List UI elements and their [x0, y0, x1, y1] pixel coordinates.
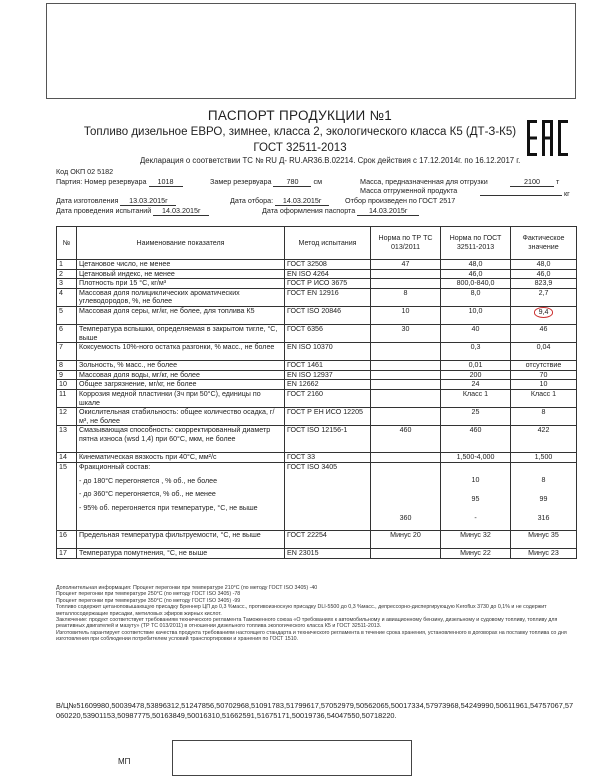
row-norm-tr: [371, 361, 441, 371]
row-fact: 0,04: [511, 343, 577, 361]
row-norm-gost: 48,0: [441, 260, 511, 270]
row-norm-tr: [371, 269, 441, 279]
footnote-1: Дополнительная информация: Процент перегонки при температуре 210°С (по методу ГОСТ ISO 3405) -40: [56, 585, 318, 591]
sample-value: 14.03.2015г: [275, 196, 329, 206]
okp-code: Код ОКП 02 5182: [56, 167, 114, 176]
row-name: Окислительная стабильность: общее количество осадка, г/м³, не более: [77, 408, 285, 426]
row-norm-gost: 25: [441, 408, 511, 426]
footnote-2: Процент перегонки при температуре 250°С (по методу ГОСТ ISO 3405) -78: [56, 591, 241, 598]
row-fact: Минус 23: [511, 548, 577, 558]
table-row: [57, 269, 577, 279]
fraction-tr-value: [373, 492, 438, 511]
row-norm-tr: 460: [371, 426, 441, 453]
row-fact: 422: [511, 426, 577, 453]
table-row: [57, 380, 577, 390]
shipped-line: [480, 195, 562, 196]
level-label: Замер резервуара: [210, 177, 272, 186]
row-norm-tr: 30: [371, 324, 441, 342]
row-norm-gost: 0,01: [441, 361, 511, 371]
row-norm-gost: 0,3: [441, 343, 511, 361]
row-method: ГОСТ Р ИСО 3675: [285, 279, 371, 289]
highlighted-sulfur-value: 9,4: [534, 307, 554, 318]
row-fact: Минус 35: [511, 530, 577, 548]
selection-label: Отбор произведен по ГОСТ 2517: [345, 196, 456, 205]
row-method: ГОСТ ISO 20846: [285, 306, 371, 324]
row-method: EN 12662: [285, 380, 371, 390]
fraction-gost-value: 10: [471, 475, 480, 484]
row-name: Массовая доля воды, мг/кг, не более: [77, 370, 285, 380]
row-norm-gost: Минус 32: [441, 530, 511, 548]
row-name: Зольность, % масс., не более: [77, 361, 285, 371]
table-row: [57, 343, 577, 361]
batch-label: Партия: Номер резервуара: [56, 177, 147, 186]
row-norm-tr: [371, 380, 441, 390]
footnote-5: Заключение: продукт соответствует требованиям технического регламента Таможенного союза «О требованиях к автомобильному и авиационному бензину, дизельному и судовому топливу, топливу для реактивных двигателей и мазуту» (ТР ТС 013/2011) в отношении дизельного топлива экологического класса К5 и ГОСТ 32511-2013.: [56, 617, 558, 630]
row-fact: отсутствие: [511, 361, 577, 371]
row-method: ГОСТ 32508: [285, 260, 371, 270]
row-fact: 48,0: [511, 260, 577, 270]
row-number: 7: [57, 343, 77, 361]
row-number: 16: [57, 530, 77, 548]
row-name: Общее загрязнение, мг/кг, не более: [77, 380, 285, 390]
header-norm-gost: Норма по ГОСТ 32511-2013: [441, 227, 511, 260]
fraction-sub-name: - до 360°С перегоняется, % об., не менее: [79, 490, 216, 499]
footnote-6: Изготовитель гарантирует соответствие качества продукта требованиям настоящего стандарта и технического регламента в течение срока хранения, установленного в договорах на поставку топлива со дня изготовления при соблюдении потребителем условий транспортировки и хранения по ГОСТ 1510.: [56, 629, 567, 643]
fraction-fact-value: 8: [541, 475, 546, 484]
row-method: ГОСТ 2160: [285, 389, 371, 407]
row-fact: 46: [511, 324, 577, 342]
row-method: ГОСТ ISO 12156-1: [285, 426, 371, 453]
top-blank-box: [46, 3, 576, 99]
row-norm-gost: 800,0-840,0: [441, 279, 511, 289]
row-norm-tr: [371, 453, 441, 463]
product-name: Топливо дизельное ЕВРО, зимнее, класса 2, экологического класса К5 (ДТ-З-К5): [83, 126, 517, 138]
row-name: Температура помутнения, °С, не выше: [77, 548, 285, 558]
row-name: Температура вспышки, определяемая в закрытом тигле, °С, выше: [77, 324, 285, 342]
header-name: Наименование показателя: [77, 227, 285, 260]
row-method: ГОСТ 33: [285, 453, 371, 463]
fraction-tr-value: [373, 473, 438, 492]
row-method: ГОСТ ISO 3405: [285, 462, 371, 530]
mass-value: 2100: [510, 177, 554, 187]
row-fact: 8: [511, 408, 577, 426]
row-number: 3: [57, 279, 77, 289]
row-number: 12: [57, 408, 77, 426]
row-method: ГОСТ 22254: [285, 530, 371, 548]
row-norm-gost: 24: [441, 380, 511, 390]
row-name: Цетановое число, не менее: [77, 260, 285, 270]
row-number: 2: [57, 269, 77, 279]
row-norm-gost: Класс 1: [441, 389, 511, 407]
tank-car-codes: В/Ц№51609980,50039478,53896312,51247856,50702968,51091783,51799617,57052979,50562065,50017334,57973968,54249990,50611961,54757067,57060220,53901153,50987775,50163849,50016310,51662591,51675171,50019736,54047550,50718220.: [56, 701, 574, 720]
row-fact: 10: [511, 380, 577, 390]
row-norm-gost: 40: [441, 324, 511, 342]
row-fact: 46,0: [511, 269, 577, 279]
row-norm-tr: [371, 279, 441, 289]
table-row: [57, 260, 577, 270]
row-norm-tr: [371, 343, 441, 361]
row-number: 5: [57, 306, 77, 324]
row-name: Коррозия медной пластинки (3ч при 50°С), единицы по шкале: [77, 389, 285, 407]
made-label: Дата изготовления: [56, 196, 119, 205]
row-norm-gost: 10,0: [441, 306, 511, 324]
fraction-fact-value: 99: [539, 494, 548, 503]
row-method: EN 23015: [285, 548, 371, 558]
fraction-sub-name: - 95% об. перегоняется при температуре, °С, не выше: [79, 503, 258, 512]
row-gost-stack: [441, 462, 511, 530]
row-name: Кинематическая вязкость при 40°С, мм²/с: [77, 453, 285, 463]
mass-label: Масса, предназначенная для отгрузки: [360, 177, 488, 186]
properties-table: [56, 226, 577, 559]
shipped-unit: кг: [564, 189, 570, 198]
table-row: [57, 548, 577, 558]
row-norm-tr: [371, 548, 441, 558]
table-row: [57, 370, 577, 380]
fraction-tr-value: 360: [399, 513, 412, 522]
row-number: 11: [57, 389, 77, 407]
stamp-label: МП: [118, 757, 131, 766]
row-fact: 1,500: [511, 453, 577, 463]
row-name: Плотность при 15 °С, кг/м³: [77, 279, 285, 289]
row-name: Смазывающая способность: скорректированный диаметр пятна износа (wsd 1,4) при 60°С, мкм, не более: [77, 426, 285, 453]
level-value: 780: [273, 177, 311, 187]
row-fact: 70: [511, 370, 577, 380]
passport-value: 14.03.2015г: [357, 206, 419, 216]
fraction-gost-value: -: [474, 513, 477, 522]
row-number: 6: [57, 324, 77, 342]
shipped-label: Масса отгруженной продукта: [360, 186, 458, 195]
table-row: [57, 453, 577, 463]
signature-box: [172, 740, 412, 776]
header-fact: Фактическое значение: [511, 227, 577, 260]
gost-standard: ГОСТ 32511-2013: [253, 142, 347, 154]
row-method: ГОСТ EN 12916: [285, 288, 371, 306]
row-fact: 2,7: [511, 288, 577, 306]
row-number: 17: [57, 548, 77, 558]
sample-label: Дата отбора:: [230, 196, 274, 205]
table-row: [57, 279, 577, 289]
row-number: 13: [57, 426, 77, 453]
row-norm-tr: 47: [371, 260, 441, 270]
row-norm-tr: 10: [371, 306, 441, 324]
table-row: [57, 530, 577, 548]
footnotes: [56, 585, 586, 643]
row-norm-gost: 1,500-4,000: [441, 453, 511, 463]
row-method: ГОСТ 6356: [285, 324, 371, 342]
row-name: Массовая доля серы, мг/кг, не более, для топлива К5: [77, 306, 285, 324]
row-norm-tr: Минус 20: [371, 530, 441, 548]
test-value: 14.03.2015г: [153, 206, 209, 216]
row-method: EN ISO 10370: [285, 343, 371, 361]
table-row: [57, 408, 577, 426]
fraction-sub-name: - до 180°С перегоняется , % об., не более: [79, 476, 218, 485]
mass-unit: т: [556, 177, 560, 186]
fraction-title: Фракционный состав:: [79, 462, 151, 471]
header-number: №: [57, 227, 77, 260]
declaration: Декларация о соответствии ТС № RU Д- RU.AR36.B.02214. Срок действия с 17.12.2014г. по 16.12.2017 г.: [140, 156, 521, 165]
table-row: [57, 361, 577, 371]
row-method: ГОСТ 1461: [285, 361, 371, 371]
made-value: 13.03.2015г: [120, 196, 176, 206]
row-number: 4: [57, 288, 77, 306]
row-norm-gost: 46,0: [441, 269, 511, 279]
row-number: 1: [57, 260, 77, 270]
row-method: EN ISO 4264: [285, 269, 371, 279]
row-norm-tr: 8: [371, 288, 441, 306]
row-norm-gost: Минус 22: [441, 548, 511, 558]
footnote-4: Топливо содержит цетаноповышающую присадку Бреннер ЦП до 0,3 %масс., противоизносную присадку DLI-5500 до 0,3 %масс., депрессорно-диспергирующую Keroflux 3730 до 0,1% и не содержит металлосодержащие присадки, метиловых эфиров жирных кислот.: [56, 604, 547, 617]
row-tr-stack: [371, 462, 441, 530]
row-name: [77, 462, 285, 530]
row-norm-gost: 460: [441, 426, 511, 453]
row-number: 9: [57, 370, 77, 380]
row-number: 10: [57, 380, 77, 390]
row-norm-tr: [371, 370, 441, 380]
eac-logo: [526, 118, 570, 158]
row-name: Коксуемость 10%-ного остатка разгонки, % масс., не более: [77, 343, 285, 361]
header-method: Метод испытания: [285, 227, 371, 260]
passport-label: Дата оформления паспорта: [262, 206, 356, 215]
row-fact-stack: [511, 462, 577, 530]
row-method: ГОСТ Р ЕН ИСО 12205: [285, 408, 371, 426]
fraction-gost-value: 95: [471, 494, 480, 503]
row-name: Массовая доля полициклических ароматических углеводородов, %, не более: [77, 288, 285, 306]
table-row: [57, 426, 577, 453]
row-norm-tr: [371, 389, 441, 407]
row-fact: 823,9: [511, 279, 577, 289]
row-fact: Класс 1: [511, 389, 577, 407]
row-name: Предельная температура фильтруемости, °С, не выше: [77, 530, 285, 548]
test-label: Дата проведения испытаний: [56, 206, 152, 215]
header-norm-tr: Норма по ТР ТС 013/2011: [371, 227, 441, 260]
row-number: 14: [57, 453, 77, 463]
table-row: [57, 389, 577, 407]
table-row: [57, 288, 577, 306]
row-name: Цетановый индекс, не менее: [77, 269, 285, 279]
footnote-3: Процент перегонки при температуре 350°С (по методу ГОСТ ISO 3405) -99: [56, 597, 241, 604]
fraction-fact-value: 316: [537, 513, 550, 522]
level-unit: см: [313, 177, 323, 186]
row-number: 8: [57, 361, 77, 371]
batch-value: 1018: [149, 177, 183, 187]
row-fact: [511, 306, 577, 324]
passport-title: ПАСПОРТ ПРОДУКЦИИ №1: [207, 108, 393, 123]
table-row-fraction: [57, 462, 577, 530]
row-number: 15: [57, 462, 77, 530]
row-norm-tr: [371, 408, 441, 426]
row-method: EN ISO 12937: [285, 370, 371, 380]
row-norm-gost: 8,0: [441, 288, 511, 306]
row-norm-gost: 200: [441, 370, 511, 380]
table-row: [57, 324, 577, 342]
table-row: [57, 306, 577, 324]
